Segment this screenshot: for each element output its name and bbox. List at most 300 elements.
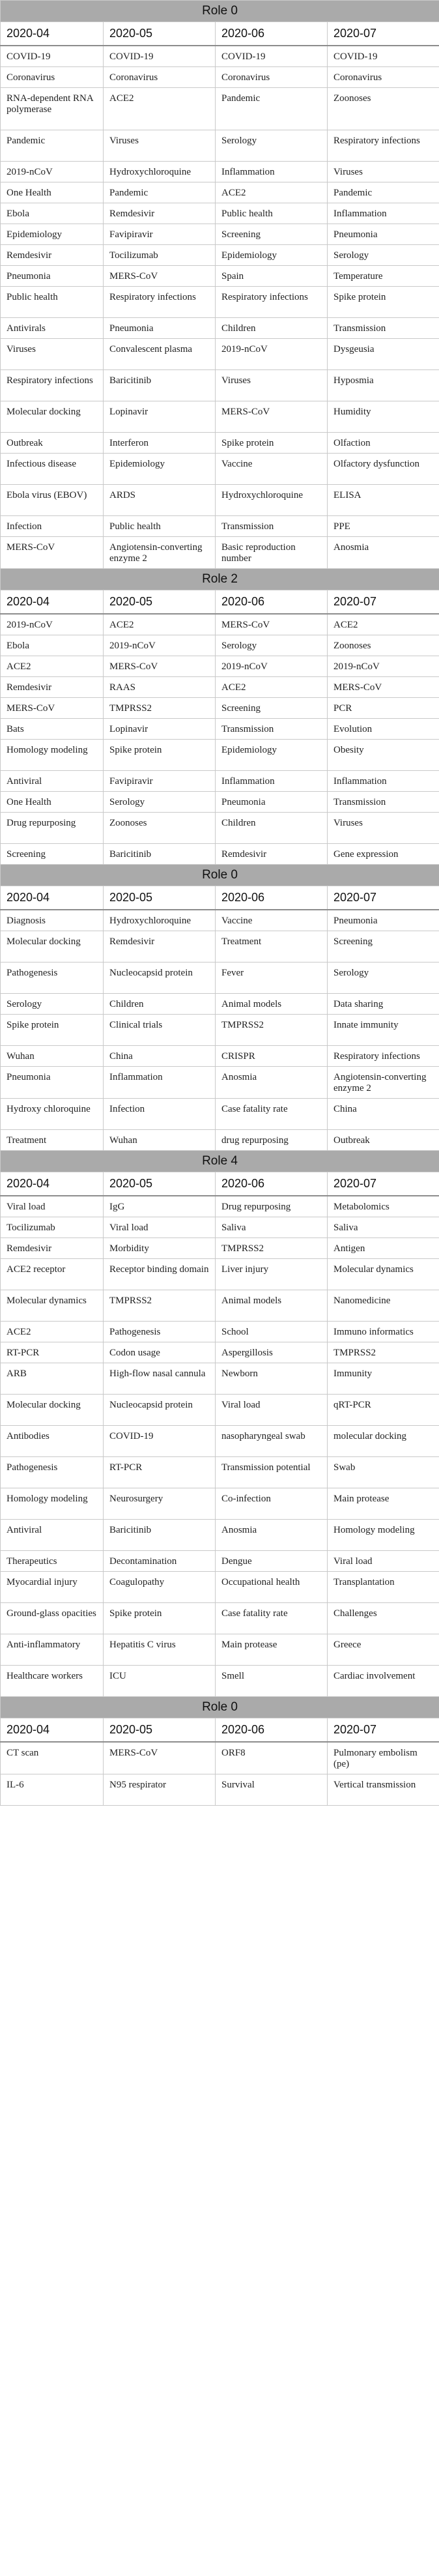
table-cell: Viruses — [328, 813, 439, 844]
table-cell: RT-PCR — [104, 1457, 216, 1488]
table-row — [1, 203, 439, 224]
table-cell: Viruses — [104, 130, 216, 162]
table-row — [1, 266, 439, 287]
table-cell: Ebola — [1, 203, 104, 224]
table-cell: Favipiravir — [104, 771, 216, 792]
table-cell: China — [328, 1099, 439, 1130]
table-cell: One Health — [1, 182, 104, 203]
table-cell: Metabolomics — [328, 1196, 439, 1217]
table-cell: Epidemiology — [104, 454, 216, 485]
table-cell: Vertical transmission — [328, 1774, 439, 1806]
table-cell: Fever — [216, 962, 328, 994]
table-cell: Morbidity — [104, 1238, 216, 1259]
table-cell: Basic reproduction number — [216, 537, 328, 569]
table-cell: Remdesivir — [216, 844, 328, 865]
table-cell: Children — [216, 318, 328, 339]
table-cell: Epidemiology — [216, 245, 328, 266]
table-cell: Coronavirus — [1, 67, 104, 88]
table-cell: MERS-CoV — [104, 1742, 216, 1774]
table-cell: ACE2 — [216, 182, 328, 203]
table-cell: Antigen — [328, 1238, 439, 1259]
table-cell: Swab — [328, 1457, 439, 1488]
table-cell: MERS-CoV — [328, 677, 439, 698]
table-cell: Respiratory infections — [328, 130, 439, 162]
table-cell: Pandemic — [216, 88, 328, 130]
column-header-row — [1, 1172, 439, 1196]
table-cell: Receptor binding domain — [104, 1259, 216, 1290]
table-row — [1, 1426, 439, 1457]
column-header: 2020-07 — [328, 1718, 439, 1743]
table-row — [1, 792, 439, 813]
table-cell: Transmission — [216, 516, 328, 537]
table-row — [1, 813, 439, 844]
table-cell: molecular docking — [328, 1426, 439, 1457]
table-row — [1, 1217, 439, 1238]
table-cell: nasopharyngeal swab — [216, 1426, 328, 1457]
table-cell: Inflammation — [328, 203, 439, 224]
table-cell: Transmission — [328, 318, 439, 339]
table-cell: CT scan — [1, 1742, 104, 1774]
table-cell: Therapeutics — [1, 1551, 104, 1572]
table-cell: PPE — [328, 516, 439, 537]
table-row — [1, 1238, 439, 1259]
table-cell: drug repurposing — [216, 1130, 328, 1151]
table-cell: ARB — [1, 1363, 104, 1395]
table-cell: Cardiac involvement — [328, 1666, 439, 1697]
table-cell: Serology — [328, 245, 439, 266]
table-cell: IgG — [104, 1196, 216, 1217]
section-title-row — [1, 569, 439, 590]
table-cell: Antibodies — [1, 1426, 104, 1457]
table-cell: PCR — [328, 698, 439, 719]
table-cell: Anosmia — [216, 1520, 328, 1551]
table-cell: Angiotensin-converting enzyme 2 — [104, 537, 216, 569]
table-cell: ORF8 — [216, 1742, 328, 1774]
table-cell: Anosmia — [216, 1067, 328, 1099]
table-cell: Decontamination — [104, 1551, 216, 1572]
table-row — [1, 339, 439, 370]
table-cell: Olfactory dysfunction — [328, 454, 439, 485]
table-row — [1, 1774, 439, 1806]
column-header: 2020-05 — [104, 590, 216, 615]
table-cell: Saliva — [216, 1217, 328, 1238]
table-row — [1, 1290, 439, 1322]
table-row — [1, 516, 439, 537]
table-cell: ACE2 — [328, 614, 439, 635]
table-cell: Serology — [216, 635, 328, 656]
table-row — [1, 433, 439, 454]
table-cell: China — [104, 1046, 216, 1067]
table-cell: Anosmia — [328, 537, 439, 569]
table-cell: Treatment — [1, 1130, 104, 1151]
table-cell: Outbreak — [1, 433, 104, 454]
table-row — [1, 46, 439, 67]
table-cell: Spike protein — [1, 1015, 104, 1046]
table-cell: Pneumonia — [216, 792, 328, 813]
table-row — [1, 162, 439, 182]
table-cell: Zoonoses — [328, 88, 439, 130]
column-header: 2020-06 — [216, 22, 328, 46]
table-row — [1, 537, 439, 569]
table-cell: Codon usage — [104, 1342, 216, 1363]
column-header: 2020-07 — [328, 590, 439, 615]
table-row — [1, 1457, 439, 1488]
table-cell: Hydroxychloroquine — [216, 485, 328, 516]
table-cell: Angiotensin-converting enzyme 2 — [328, 1067, 439, 1099]
table-cell: Olfaction — [328, 433, 439, 454]
section-title-row — [1, 865, 439, 886]
table-cell: Dengue — [216, 1551, 328, 1572]
table-cell: Viral load — [104, 1217, 216, 1238]
table-cell: Gene expression — [328, 844, 439, 865]
table-row — [1, 677, 439, 698]
table-cell: Children — [104, 994, 216, 1015]
table-cell: Remdesivir — [1, 1238, 104, 1259]
table-row — [1, 1395, 439, 1426]
table-cell: MERS-CoV — [104, 266, 216, 287]
table-cell: Nanomedicine — [328, 1290, 439, 1322]
table-cell: Zoonoses — [328, 635, 439, 656]
section-title-row — [1, 1151, 439, 1172]
table-cell: Pathogenesis — [1, 1457, 104, 1488]
table-cell: COVID-19 — [216, 46, 328, 67]
table-cell: Healthcare workers — [1, 1666, 104, 1697]
table-cell: MERS-CoV — [216, 401, 328, 433]
table-cell: Screening — [216, 224, 328, 245]
table-cell: Drug repurposing — [216, 1196, 328, 1217]
table-row — [1, 67, 439, 88]
table-cell: Favipiravir — [104, 224, 216, 245]
section-title-role-2: Role 2 — [1, 569, 439, 590]
table-cell: Viruses — [216, 370, 328, 401]
table-cell: School — [216, 1322, 328, 1342]
table-cell: Wuhan — [1, 1046, 104, 1067]
table-cell: Coronavirus — [216, 67, 328, 88]
table-cell: RNA-dependent RNA polymerase — [1, 88, 104, 130]
table-cell: Pathogenesis — [104, 1322, 216, 1342]
table-cell: Baricitinib — [104, 844, 216, 865]
table-cell: COVID-19 — [1, 46, 104, 67]
table-cell: Homology modeling — [1, 740, 104, 771]
table-cell: ACE2 — [1, 1322, 104, 1342]
table-row — [1, 698, 439, 719]
table-cell: Immunity — [328, 1363, 439, 1395]
table-cell: Drug repurposing — [1, 813, 104, 844]
table-cell: Myocardial injury — [1, 1572, 104, 1603]
column-header: 2020-07 — [328, 22, 439, 46]
table-cell: Interferon — [104, 433, 216, 454]
column-header: 2020-05 — [104, 22, 216, 46]
table-cell: Molecular docking — [1, 1395, 104, 1426]
section-title-role-0: Role 0 — [1, 1697, 439, 1718]
table-cell: COVID-19 — [104, 46, 216, 67]
table-cell: Ground-glass opacities — [1, 1603, 104, 1634]
table-cell: Public health — [1, 287, 104, 318]
table-cell: Screening — [216, 698, 328, 719]
section-title-role-4: Role 4 — [1, 1151, 439, 1172]
table-cell: Viral load — [1, 1196, 104, 1217]
table-cell: Anti-inflammatory — [1, 1634, 104, 1666]
table-body — [1, 1, 439, 1806]
table-cell: Pneumonia — [328, 910, 439, 931]
table-row — [1, 1742, 439, 1774]
table-cell: TMPRSS2 — [216, 1238, 328, 1259]
table-cell: Animal models — [216, 1290, 328, 1322]
table-cell: Inflammation — [104, 1067, 216, 1099]
table-cell: qRT-PCR — [328, 1395, 439, 1426]
table-cell: Antiviral — [1, 1520, 104, 1551]
table-cell: 2019-nCoV — [216, 339, 328, 370]
table-cell: Spike protein — [104, 740, 216, 771]
table-cell: Ebola — [1, 635, 104, 656]
table-row — [1, 719, 439, 740]
table-cell: Remdesivir — [104, 203, 216, 224]
table-cell: Pneumonia — [104, 318, 216, 339]
table-cell: COVID-19 — [104, 1426, 216, 1457]
table-cell: CRISPR — [216, 1046, 328, 1067]
table-cell: Challenges — [328, 1603, 439, 1634]
table-cell: RAAS — [104, 677, 216, 698]
column-header: 2020-04 — [1, 886, 104, 910]
table-cell: Hydroxychloroquine — [104, 910, 216, 931]
table-cell: Pandemic — [1, 130, 104, 162]
table-cell: Newborn — [216, 1363, 328, 1395]
table-cell: TMPRSS2 — [104, 1290, 216, 1322]
table-row — [1, 1342, 439, 1363]
table-cell: ACE2 — [104, 614, 216, 635]
table-cell: Pneumonia — [328, 224, 439, 245]
table-cell: Inflammation — [216, 162, 328, 182]
column-header: 2020-04 — [1, 1718, 104, 1743]
table-cell: Infection — [1, 516, 104, 537]
table-cell: Molecular dynamics — [1, 1290, 104, 1322]
table-cell: Respiratory infections — [328, 1046, 439, 1067]
table-cell: Coagulopathy — [104, 1572, 216, 1603]
table-cell: Spike protein — [328, 287, 439, 318]
table-cell: Coronavirus — [328, 67, 439, 88]
table-cell: Hyposmia — [328, 370, 439, 401]
column-header: 2020-05 — [104, 1172, 216, 1196]
table-cell: Viral load — [216, 1395, 328, 1426]
section-title-row — [1, 1, 439, 22]
table-cell: ACE2 receptor — [1, 1259, 104, 1290]
table-cell: One Health — [1, 792, 104, 813]
table-row — [1, 1259, 439, 1290]
table-row — [1, 370, 439, 401]
table-cell: Bats — [1, 719, 104, 740]
table-cell: Coronavirus — [104, 67, 216, 88]
table-cell: N95 respirator — [104, 1774, 216, 1806]
table-cell: MERS-CoV — [104, 656, 216, 677]
column-header-row — [1, 22, 439, 46]
column-header: 2020-04 — [1, 590, 104, 615]
table-row — [1, 287, 439, 318]
table-cell: Hydroxy chloroquine — [1, 1099, 104, 1130]
table-cell: Innate immunity — [328, 1015, 439, 1046]
table-cell: IL-6 — [1, 1774, 104, 1806]
table-row — [1, 454, 439, 485]
table-row — [1, 962, 439, 994]
table-cell: Hepatitis C virus — [104, 1634, 216, 1666]
table-cell: Main protease — [328, 1488, 439, 1520]
section-title-row — [1, 1697, 439, 1718]
table-row — [1, 1603, 439, 1634]
table-cell: ARDS — [104, 485, 216, 516]
table-cell: Serology — [104, 792, 216, 813]
table-cell: Clinical trials — [104, 1015, 216, 1046]
table-cell: Remdesivir — [1, 245, 104, 266]
table-cell: ICU — [104, 1666, 216, 1697]
table-cell: Tocilizumab — [104, 245, 216, 266]
table-cell: Molecular docking — [1, 401, 104, 433]
table-cell: Co-infection — [216, 1488, 328, 1520]
table-cell: Obesity — [328, 740, 439, 771]
table-cell: Nucleocapsid protein — [104, 1395, 216, 1426]
table-cell: Zoonoses — [104, 813, 216, 844]
table-cell: COVID-19 — [328, 46, 439, 67]
table-cell: Remdesivir — [104, 931, 216, 962]
table-row — [1, 1046, 439, 1067]
table-cell: Pandemic — [104, 182, 216, 203]
table-row — [1, 1572, 439, 1603]
table-cell: Hydroxychloroquine — [104, 162, 216, 182]
table-row — [1, 1666, 439, 1697]
table-cell: Viruses — [328, 162, 439, 182]
table-cell: Inflammation — [216, 771, 328, 792]
table-cell: Viruses — [1, 339, 104, 370]
table-row — [1, 1363, 439, 1395]
table-cell: MERS-CoV — [1, 537, 104, 569]
table-cell: Spain — [216, 266, 328, 287]
table-cell: Convalescent plasma — [104, 339, 216, 370]
table-cell: Screening — [1, 844, 104, 865]
table-cell: Diagnosis — [1, 910, 104, 931]
table-row — [1, 844, 439, 865]
table-row — [1, 318, 439, 339]
table-cell: TMPRSS2 — [216, 1015, 328, 1046]
table-row — [1, 1551, 439, 1572]
table-row — [1, 88, 439, 130]
table-cell: RT-PCR — [1, 1342, 104, 1363]
table-row — [1, 656, 439, 677]
column-header-row — [1, 590, 439, 615]
table-row — [1, 1067, 439, 1099]
table-cell: Treatment — [216, 931, 328, 962]
table-cell: Greece — [328, 1634, 439, 1666]
table-cell: Transmission — [328, 792, 439, 813]
table-cell: Neurosurgery — [104, 1488, 216, 1520]
table-row — [1, 1634, 439, 1666]
section-title-role-0: Role 0 — [1, 1, 439, 22]
table-cell: TMPRSS2 — [104, 698, 216, 719]
table-cell: Respiratory infections — [104, 287, 216, 318]
table-cell: Serology — [328, 962, 439, 994]
table-cell: Children — [216, 813, 328, 844]
table-cell: Saliva — [328, 1217, 439, 1238]
table-row — [1, 910, 439, 931]
column-header: 2020-05 — [104, 886, 216, 910]
table-cell: 2019-nCoV — [104, 635, 216, 656]
table-cell: Spike protein — [104, 1603, 216, 1634]
table-cell: Main protease — [216, 1634, 328, 1666]
table-cell: Immuno informatics — [328, 1322, 439, 1342]
table-row — [1, 771, 439, 792]
table-cell: Wuhan — [104, 1130, 216, 1151]
table-cell: Respiratory infections — [1, 370, 104, 401]
table-cell: Infectious disease — [1, 454, 104, 485]
table-cell: 2019-nCoV — [1, 614, 104, 635]
table-cell: Evolution — [328, 719, 439, 740]
table-cell: Liver injury — [216, 1259, 328, 1290]
column-header: 2020-06 — [216, 590, 328, 615]
table-cell: Baricitinib — [104, 370, 216, 401]
table-cell: Temperature — [328, 266, 439, 287]
table-row — [1, 1130, 439, 1151]
table-cell: Molecular docking — [1, 931, 104, 962]
table-cell: Ebola virus (EBOV) — [1, 485, 104, 516]
table-row — [1, 182, 439, 203]
table-row — [1, 1520, 439, 1551]
table-cell: Public health — [104, 516, 216, 537]
table-row — [1, 245, 439, 266]
table-cell: Lopinavir — [104, 719, 216, 740]
table-cell: Lopinavir — [104, 401, 216, 433]
table-cell: 2019-nCoV — [328, 656, 439, 677]
table-cell: Epidemiology — [216, 740, 328, 771]
table-cell: Screening — [328, 931, 439, 962]
table-cell: Animal models — [216, 994, 328, 1015]
table-cell: Occupational health — [216, 1572, 328, 1603]
table-cell: Antivirals — [1, 318, 104, 339]
table-row — [1, 931, 439, 962]
table-cell: Aspergillosis — [216, 1342, 328, 1363]
table-cell: TMPRSS2 — [328, 1342, 439, 1363]
table-cell: Smell — [216, 1666, 328, 1697]
column-header: 2020-07 — [328, 886, 439, 910]
table-row — [1, 1196, 439, 1217]
table-cell: Nucleocapsid protein — [104, 962, 216, 994]
table-row — [1, 740, 439, 771]
table-cell: Infection — [104, 1099, 216, 1130]
table-cell: Pneumonia — [1, 266, 104, 287]
table-cell: Data sharing — [328, 994, 439, 1015]
table-cell: Dysgeusia — [328, 339, 439, 370]
table-row — [1, 614, 439, 635]
column-header: 2020-07 — [328, 1172, 439, 1196]
table-cell: ACE2 — [216, 677, 328, 698]
column-header: 2020-06 — [216, 1718, 328, 1743]
table-cell: ELISA — [328, 485, 439, 516]
table-cell: Case fatality rate — [216, 1603, 328, 1634]
table-row — [1, 1015, 439, 1046]
table-cell: Viral load — [328, 1551, 439, 1572]
table-cell: Transmission — [216, 719, 328, 740]
table-cell: High-flow nasal cannula — [104, 1363, 216, 1395]
table-cell: Homology modeling — [1, 1488, 104, 1520]
table-row — [1, 130, 439, 162]
column-header: 2020-06 — [216, 1172, 328, 1196]
table-row — [1, 994, 439, 1015]
table-cell: Respiratory infections — [216, 287, 328, 318]
column-header: 2020-04 — [1, 22, 104, 46]
table-cell: MERS-CoV — [216, 614, 328, 635]
table-row — [1, 635, 439, 656]
table-cell: Baricitinib — [104, 1520, 216, 1551]
table-cell: Serology — [1, 994, 104, 1015]
table-cell: Humidity — [328, 401, 439, 433]
table-cell: Epidemiology — [1, 224, 104, 245]
table-cell: Tocilizumab — [1, 1217, 104, 1238]
